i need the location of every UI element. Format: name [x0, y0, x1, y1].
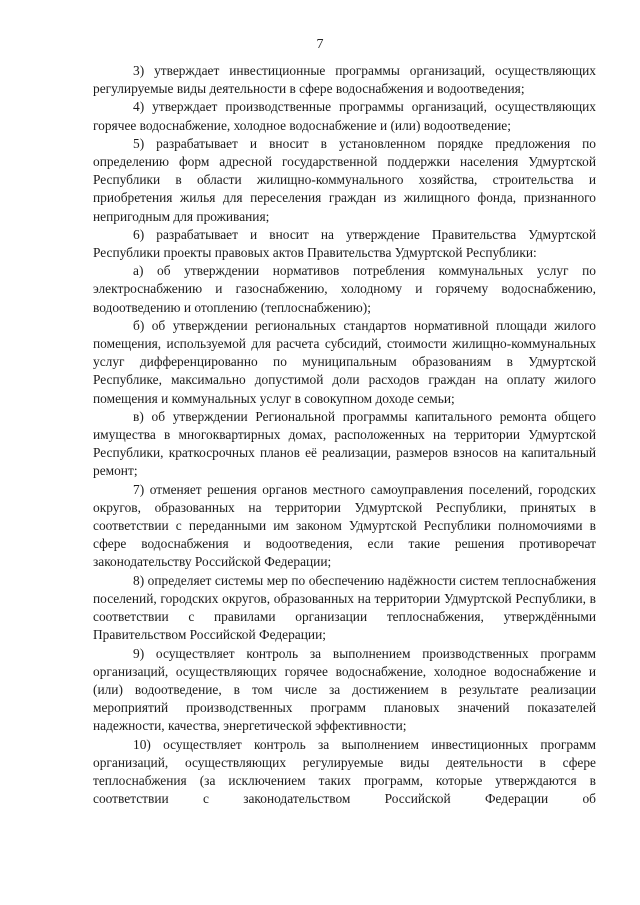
paragraph-item-8: 8) определяет системы мер по обеспечению надёжности систем теплоснабжения поселений, городских округов, образованных на территории Удмуртской Республики, в соответствии с правилами организации теплоснабжения, утверждёнными Правительством Российской Федерации;: [93, 572, 596, 643]
paragraph-item-3: 3) утверждает инвестиционные программы организаций, осуществляющих регулируемые виды деятельности в сфере водоснабжения и водоотведения;: [93, 63, 596, 97]
document-body: [93, 62, 596, 808]
page-number: 7: [316, 37, 324, 52]
paragraph-subitem-v: в) об утверждении Региональной программы капитального ремонта общего имущества в многоквартирных домах, расположенных на территории Удмуртской Республики, краткосрочных планов её реализации, размеров взносов на капитальный ремонт;: [93, 408, 596, 479]
paragraph-subitem-a: а) об утверждении нормативов потребления коммунальных услуг по электроснабжению и газоснабжению, холодному и горячему водоснабжению, водоотведению и отоплению (теплоснабжению);: [93, 263, 596, 315]
paragraph-item-10: 10) осуществляет контроль за выполнением инвестиционных программ организаций, осуществляющих регулируемые виды деятельности в сфере теплоснабжения (за исключением таких программ, которые утверждаются в соответствии с законодательством Российской Федерации об: [93, 736, 596, 807]
paragraph-item-7: 7) отменяет решения органов местного самоуправления поселений, городских округов, образованных на территории Удмуртской Республики, принятых в соответствии с переданными им законом Удмуртской Республики полномочиями в сфере водоснабжения и водоотведения, если такие решения противоречат законодательству Российской Федерации;: [93, 481, 596, 570]
paragraph-item-4: 4) утверждает производственные программы организаций, осуществляющих горячее водоснабжение, холодное водоснабжение и (или) водоотведение;: [93, 99, 596, 133]
paragraph-item-9: 9) осуществляет контроль за выполнением производственных программ организаций, осуществляющих горячее водоснабжение, холодное водоснабжение и (или) водоотведение, в том числе за достижением в результате реализации мероприятий производственных программ плановых значений показателей надежности, качества, энергетической эффективности;: [93, 645, 596, 734]
paragraph-item-5: 5) разрабатывает и вносит в установленном порядке предложения по определению форм адресной государственной поддержки населения Удмуртской Республики в области жилищно-коммунального хозяйства, строительства и приобретения жилья для переселения граждан из жилищного фонда, признанного непригодным для проживания;: [93, 135, 596, 224]
paragraph-subitem-b: б) об утверждении региональных стандартов нормативной площади жилого помещения, используемой для расчета субсидий, стоимости жилищно-коммунальных услуг дифференцированно по муниципальным образованиям в Удмуртской Республике, максимально допустимой доли расходов граждан на оплату жилого помещения и коммунальных услуг в совокупном доходе семьи;: [93, 317, 596, 406]
paragraph-item-6: 6) разрабатывает и вносит на утверждение Правительства Удмуртской Республики проекты правовых актов Правительства Удмуртской Республики:: [93, 226, 596, 261]
